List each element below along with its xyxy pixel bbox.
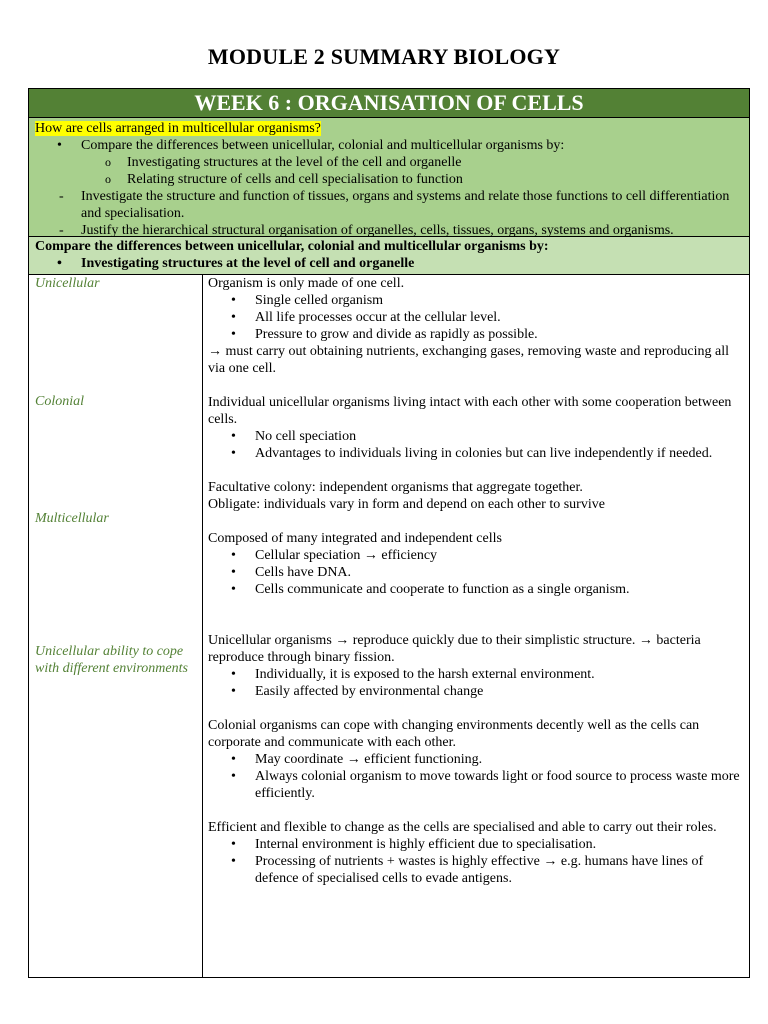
note-text: Obligate: individuals vary in form and depend on each other to survive [208,497,605,512]
note-bullet: • Single celled organism [208,292,743,309]
note-bullet: • All life processes occur at the cellular level. [208,309,743,326]
note-bullet: • Cells communicate and cooperate to function as a single organism. [208,581,743,598]
note-bullet: • No cell speciation [208,428,743,445]
note-bullet: • Advantages to individuals living in colonies but can live independently if needed. [208,445,743,462]
syllabus-dash-item: - Investigate the structure and function of tissues, organs and systems and relate those functions to cell differentiation and specialisation. [35,188,743,222]
note-bullet: • Easily affected by environmental change [208,683,743,700]
note-text: Individual unicellular organisms living intact with each other with some cooperation between cells. [208,395,732,427]
label-ability: Unicellular ability to cope with different environments [35,644,188,676]
note-bullet: • Internal environment is highly efficient due to specialisation. [208,836,743,853]
label-colonial: Colonial [35,394,85,409]
note-text: → must carry out obtaining nutrients, exchanging gases, removing waste and reproducing all via one cell. [208,344,729,376]
syllabus-sub-bullet: o Investigating structures at the level of the cell and organelle [35,154,743,171]
syllabus-sub-bullet: o Relating structure of cells and cell specialisation to function [35,171,743,188]
label-column [29,275,203,977]
note-text: Facultative colony: independent organisms that aggregate together. [208,480,583,495]
note-bullet: • Pressure to grow and divide as rapidly as possible. [208,326,743,343]
inquiry-question-text: How are cells arranged in multicellular organisms? [35,121,321,136]
note-text: Colonial organisms can cope with changing environments decently well as the cells can corporate and communicate with each other. [208,718,700,750]
note-bullet: • Cells have DNA. [208,564,743,581]
note-bullet: • Always colonial organism to move towards light or food source to process waste more efficiently. [208,768,743,802]
syllabus-dash-item: - Justify the hierarchical structural organisation of organelles, cells, tissues, organs, systems and organisms. [35,222,743,239]
note-bullet: • Processing of nutrients + wastes is highly effective → e.g. humans have lines of defence of specialised cells to evade antigens. [208,853,743,887]
notes-column [203,275,749,887]
note-text: Efficient and flexible to change as the cells are specialised and able to carry out their roles. [208,820,717,835]
syllabus-bullet: • Compare the differences between unicellular, colonial and multicellular organisms by: [35,137,743,154]
label-unicellular: Unicellular [35,276,100,291]
note-bullet: • May coordinate → efficient functioning. [208,751,743,768]
note-bullet: • Cellular speciation → efficiency [208,547,743,564]
label-multicellular: Multicellular [35,511,109,526]
summary-table [28,88,750,978]
content-grid [29,275,749,977]
note-text: Organism is only made of one cell. [208,276,405,291]
document-title: MODULE 2 SUMMARY BIOLOGY [207,44,561,69]
syllabus-box [29,118,749,237]
section-heading-text: Compare the differences between unicellular, colonial and multicellular organisms by: [35,239,549,254]
week-banner: WEEK 6 : ORGANISATION OF CELLS [29,89,749,118]
section-heading-bullet: • Investigating structures at the level of cell and organelle [35,255,743,272]
note-bullet: • Individually, it is exposed to the harsh external environment. [208,666,743,683]
section-heading [29,237,749,275]
note-text: Composed of many integrated and independent cells [208,531,502,546]
inquiry-question [35,120,743,137]
note-text: Unicellular organisms → reproduce quickly due to their simplistic structure. → bacteria reproduce through binary fission. [208,633,701,665]
